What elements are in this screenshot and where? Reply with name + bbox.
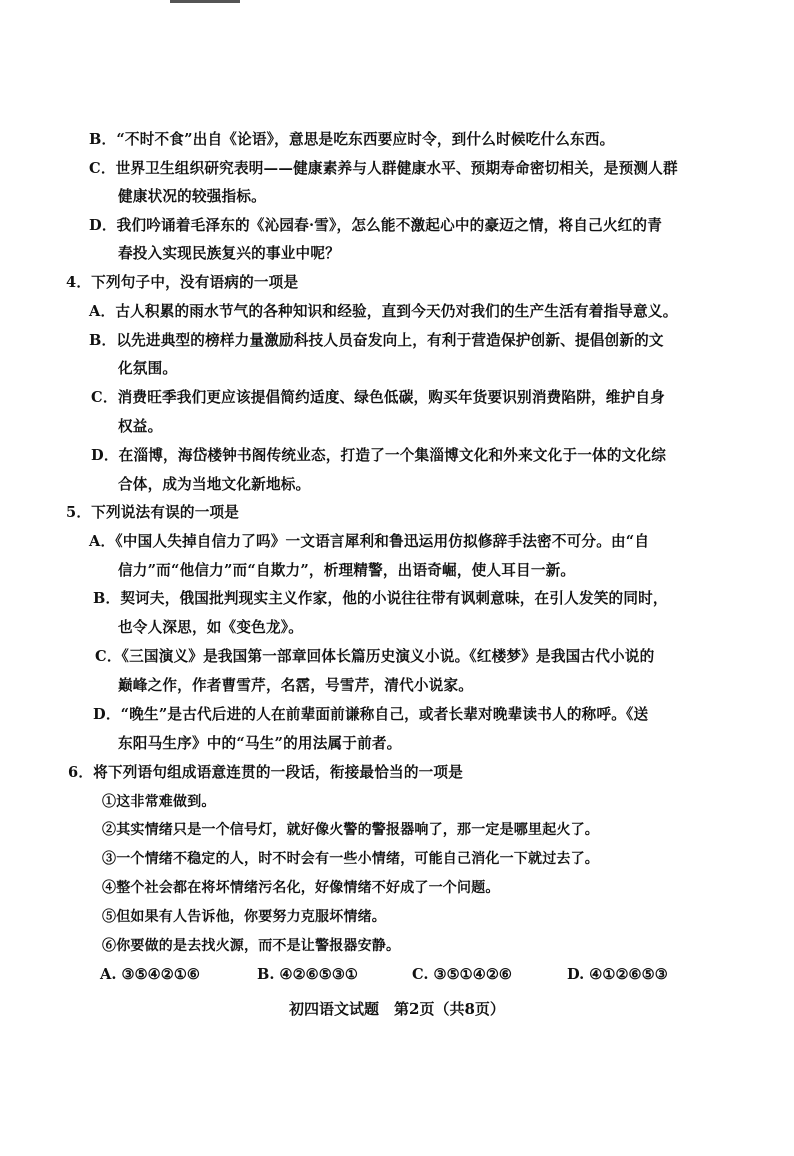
q6-sentence-6: ⑥你要做的是去找火源，而不是让警报器安静。 bbox=[102, 938, 401, 954]
q5-option-a-line2: 信力”而“他信力”而“自欺力”，析理精警，出语奇崛，使人耳目一新。 bbox=[118, 562, 576, 579]
q3-option-b: B．“不时不食”出自《论语》，意思是吃东西要应时令，到什么时候吃什么东西。 bbox=[89, 131, 615, 148]
q5-option-b-line1: B．契诃夫，俄国批判现实主义作家，他的小说往往带有讽刺意味，在引人发笑的同时， bbox=[93, 590, 668, 607]
q3-option-c-line1: C．世界卫生组织研究表明——健康素养与人群健康水平、预期寿命密切相关，是预测人群 bbox=[89, 160, 678, 177]
q5-stem: 5．下列说法有误的一项是 bbox=[66, 504, 240, 521]
q5-option-b-line2: 也令人深思，如《变色龙》。 bbox=[118, 619, 304, 636]
q5-option-d-line1: D．“晚生”是古代后进的人在前辈面前谦称自己，或者长辈对晚辈读书人的称呼。《送 bbox=[93, 706, 649, 723]
scan-artifact bbox=[160, 0, 260, 6]
q6-sentence-1: ①这非常难做到。 bbox=[102, 794, 216, 810]
q6-stem: 6．将下列语句组成语意连贯的一段话，衔接最恰当的一项是 bbox=[68, 764, 463, 781]
q3-option-c-line2: 健康状况的较强指标。 bbox=[118, 188, 266, 205]
q4-option-c-line2: 权益。 bbox=[118, 418, 163, 435]
q4-stem: 4．下列句子中，没有语病的一项是 bbox=[66, 274, 299, 291]
q4-option-a: A．古人积累的雨水节气的各种知识和经验，直到今天仍对我们的生产生活有着指导意义。 bbox=[89, 303, 678, 320]
q6-choice-a: A. ③⑤④②①⑥ bbox=[100, 966, 200, 983]
q6-choice-c: C. ③⑤①④②⑥ bbox=[412, 966, 513, 983]
q6-sentence-5: ⑤但如果有人告诉他，你要努力克服坏情绪。 bbox=[102, 909, 386, 925]
q4-option-b-line1: B．以先进典型的榜样力量激励科技人员奋发向上，有利于营造保护创新、提倡创新的文 bbox=[89, 332, 664, 349]
q4-option-d-line1: D．在淄博，海岱楼钟书阁传统业态，打造了一个集淄博文化和外来文化于一体的文化综 bbox=[91, 447, 667, 464]
q6-choice-d: D. ④①②⑥⑤③ bbox=[567, 966, 668, 983]
q6-sentence-4: ④整个社会都在将坏情绪污名化，好像情绪不好成了一个问题。 bbox=[102, 880, 500, 896]
q5-option-a-line1: A．《中国人失掉自信力了吗》一文语言犀利和鲁迅运用仿拟修辞手法密不可分。由“自 bbox=[89, 533, 650, 550]
q3-option-d-line1: D．我们吟诵着毛泽东的《沁园春·雪》，怎么能不激起心中的豪迈之情，将自己火红的青 bbox=[89, 217, 663, 234]
q5-option-d-line2: 东阳马生序》中的“马生”的用法属于前者。 bbox=[118, 735, 402, 752]
q4-option-b-line2: 化氛围。 bbox=[118, 360, 178, 377]
q6-sentence-3: ③一个情绪不稳定的人，时不时会有一些小情绪，可能自己消化一下就过去了。 bbox=[102, 851, 599, 867]
q6-choice-b: B. ④②⑥⑤③① bbox=[257, 966, 358, 983]
page-footer: 初四语文试题 第2页（共8页） bbox=[289, 1000, 505, 1018]
q6-sentence-2: ②其实情绪只是一个信号灯，就好像火警的警报器响了，那一定是哪里起火了。 bbox=[102, 822, 599, 838]
q3-option-d-line2: 春投入实现民族复兴的事业中呢？ bbox=[118, 245, 340, 262]
q5-option-c-line2: 巅峰之作，作者曹雪芹，名霑，号雪芹，清代小说家。 bbox=[118, 677, 474, 694]
q4-option-c-line1: C．消费旺季我们更应该提倡简约适度、绿色低碳，购买年货要识别消费陷阱，维护自身 bbox=[91, 389, 665, 406]
q5-option-c-line1: C．《三国演义》是我国第一部章回体长篇历史演义小说。《红楼梦》是我国古代小说的 bbox=[95, 648, 655, 665]
q4-option-d-line2: 合体，成为当地文化新地标。 bbox=[118, 476, 311, 493]
